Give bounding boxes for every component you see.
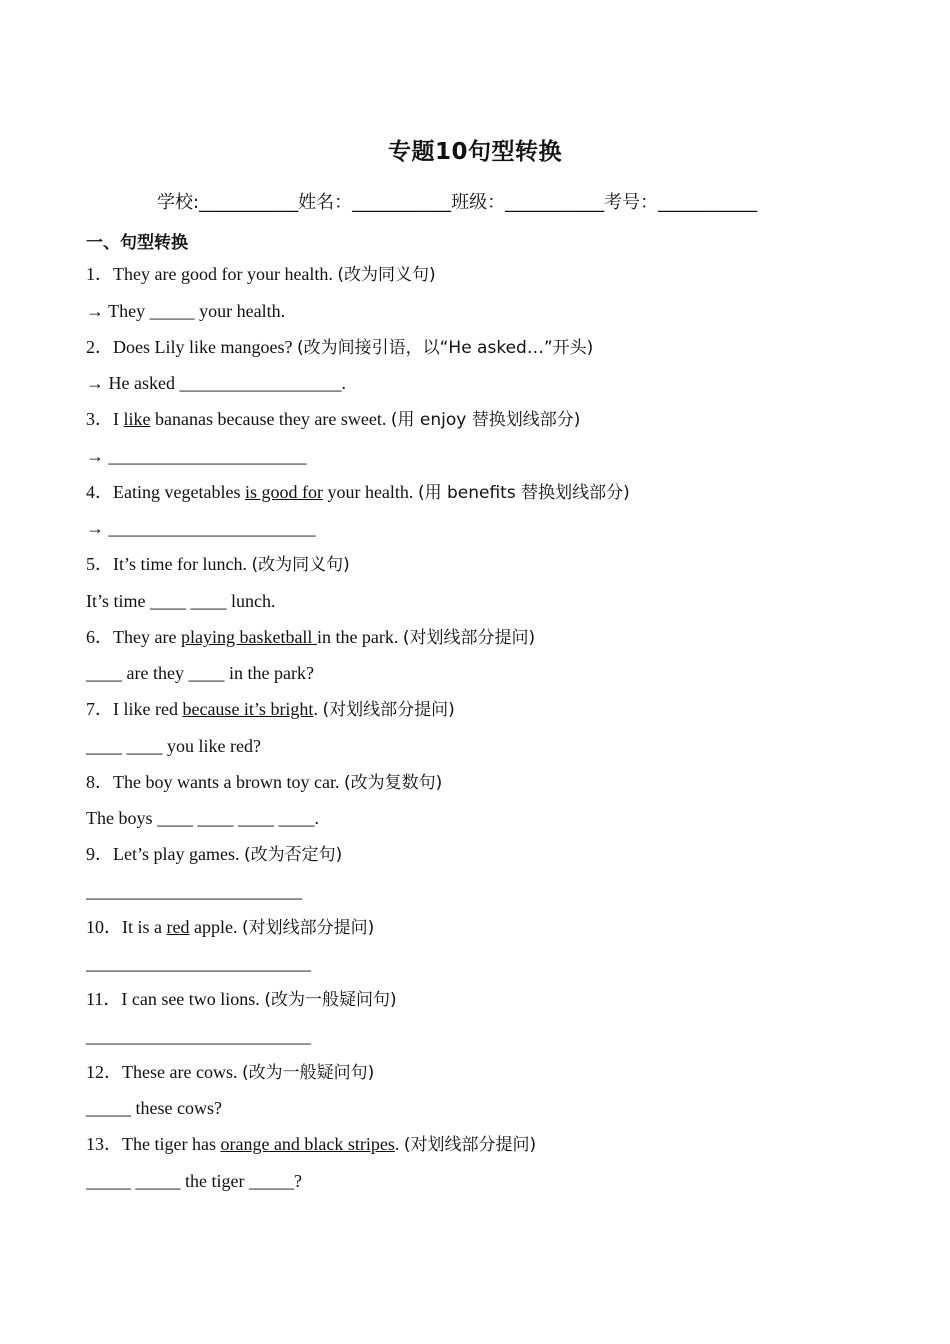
question-text-before: Eating vegetables (113, 482, 245, 502)
student-info-line (157, 188, 757, 214)
question-instruction: (对划线部分提问) (402, 628, 536, 648)
question-number: 2． (86, 337, 113, 357)
question-text-after: your health. (322, 482, 418, 502)
question-number: 1． (86, 264, 113, 284)
question-text: It’s time for lunch. (113, 554, 252, 574)
question-13 (86, 1133, 536, 1156)
underlined-phrase: orange and black stripes (220, 1134, 395, 1154)
name-field: 姓名：___________ (298, 192, 452, 213)
answer-12: _____ these cows? (86, 1098, 222, 1118)
question-number: 13． (86, 1134, 122, 1154)
answer-3: → ______________________ (86, 446, 307, 466)
question-3 (86, 408, 580, 431)
question-text: The boy wants a brown toy car. (113, 772, 344, 792)
question-instruction: (改为一般疑问句) (264, 990, 397, 1010)
answer-2: → He asked __________________. (86, 373, 346, 393)
question-1 (86, 263, 436, 286)
underlined-phrase: like (123, 409, 151, 429)
question-text: Let’s play games. (113, 844, 244, 864)
exam-number-field: 考号：___________ (604, 192, 758, 213)
question-number: 5． (86, 554, 113, 574)
underlined-phrase: is good for (244, 482, 323, 502)
question-number: 9． (86, 844, 113, 864)
question-text-after: apple. (189, 917, 242, 937)
question-number: 11． (86, 989, 122, 1009)
answer-5: It’s time ____ ____ lunch. (86, 591, 276, 611)
question-text-before: It is a (122, 917, 167, 937)
question-text: I can see two lions. (121, 989, 265, 1009)
question-number: 3． (86, 409, 113, 429)
question-7 (86, 698, 455, 721)
page-title: 专题10句型转换 (387, 139, 562, 165)
question-10 (86, 916, 374, 939)
question-number: 7． (86, 699, 113, 719)
question-2 (86, 336, 593, 359)
question-instruction: (用 benefits 替换划线部分) (417, 483, 630, 503)
answer-1: → They _____ your health. (86, 301, 286, 321)
question-text-after: bananas because they are sweet. (150, 409, 391, 429)
question-9 (86, 843, 342, 866)
question-text: They are good for your health. (113, 264, 338, 284)
question-instruction: (改为否定句) (243, 845, 343, 865)
underlined-phrase: playing basketball (180, 627, 317, 647)
question-number: 6． (86, 627, 113, 647)
answer-8: The boys ____ ____ ____ ____. (86, 808, 319, 828)
question-instruction: (对划线部分提问) (403, 1135, 537, 1155)
class-field: 班级：___________ (451, 192, 605, 213)
question-text: These are cows. (122, 1062, 242, 1082)
question-text-after: . (313, 699, 323, 719)
question-text-before: I like red (113, 699, 183, 719)
answer-4: → _______________________ (86, 518, 316, 538)
question-text-after: in the park. (316, 627, 403, 647)
question-11 (86, 988, 397, 1011)
question-5 (86, 553, 350, 576)
question-number: 8． (86, 772, 113, 792)
question-instruction: (用 enjoy 替换划线部分) (390, 410, 581, 430)
question-instruction: (改为同义句) (337, 265, 436, 285)
question-instruction: (改为间接引语，以“He asked…”开头) (296, 338, 594, 358)
underlined-phrase: red (166, 917, 190, 937)
question-text: Does Lily like mangoes? (113, 337, 297, 357)
question-instruction: (改为同义句) (251, 555, 350, 575)
answer-6: ____ are they ____ in the park? (86, 663, 314, 683)
answer-7: ____ ____ you like red? (86, 736, 261, 756)
question-number: 4． (86, 482, 113, 502)
question-number: 10． (86, 917, 122, 937)
question-text-after: . (394, 1134, 404, 1154)
answer-11: _________________________ (86, 1026, 311, 1046)
question-text-before: I (113, 409, 124, 429)
question-4 (86, 481, 630, 504)
question-text-before: The tiger has (122, 1134, 221, 1154)
question-6 (86, 626, 535, 649)
question-12 (86, 1061, 374, 1084)
question-instruction: (对划线部分提问) (241, 918, 375, 938)
answer-10: _________________________ (86, 953, 311, 973)
answer-9: ________________________ (86, 881, 302, 901)
answer-13: _____ _____ the tiger _____? (86, 1171, 302, 1191)
question-instruction: (改为复数句) (343, 773, 443, 793)
question-text-before: They are (113, 627, 181, 647)
underlined-phrase: because it’s bright (182, 699, 314, 719)
question-number: 12． (86, 1062, 122, 1082)
section-heading: 一、句型转换 (86, 233, 188, 253)
question-instruction: (对划线部分提问) (322, 700, 455, 720)
school-field: 学校:___________ (157, 192, 299, 213)
question-8 (86, 771, 442, 794)
question-instruction: (改为一般疑问句) (241, 1063, 375, 1083)
